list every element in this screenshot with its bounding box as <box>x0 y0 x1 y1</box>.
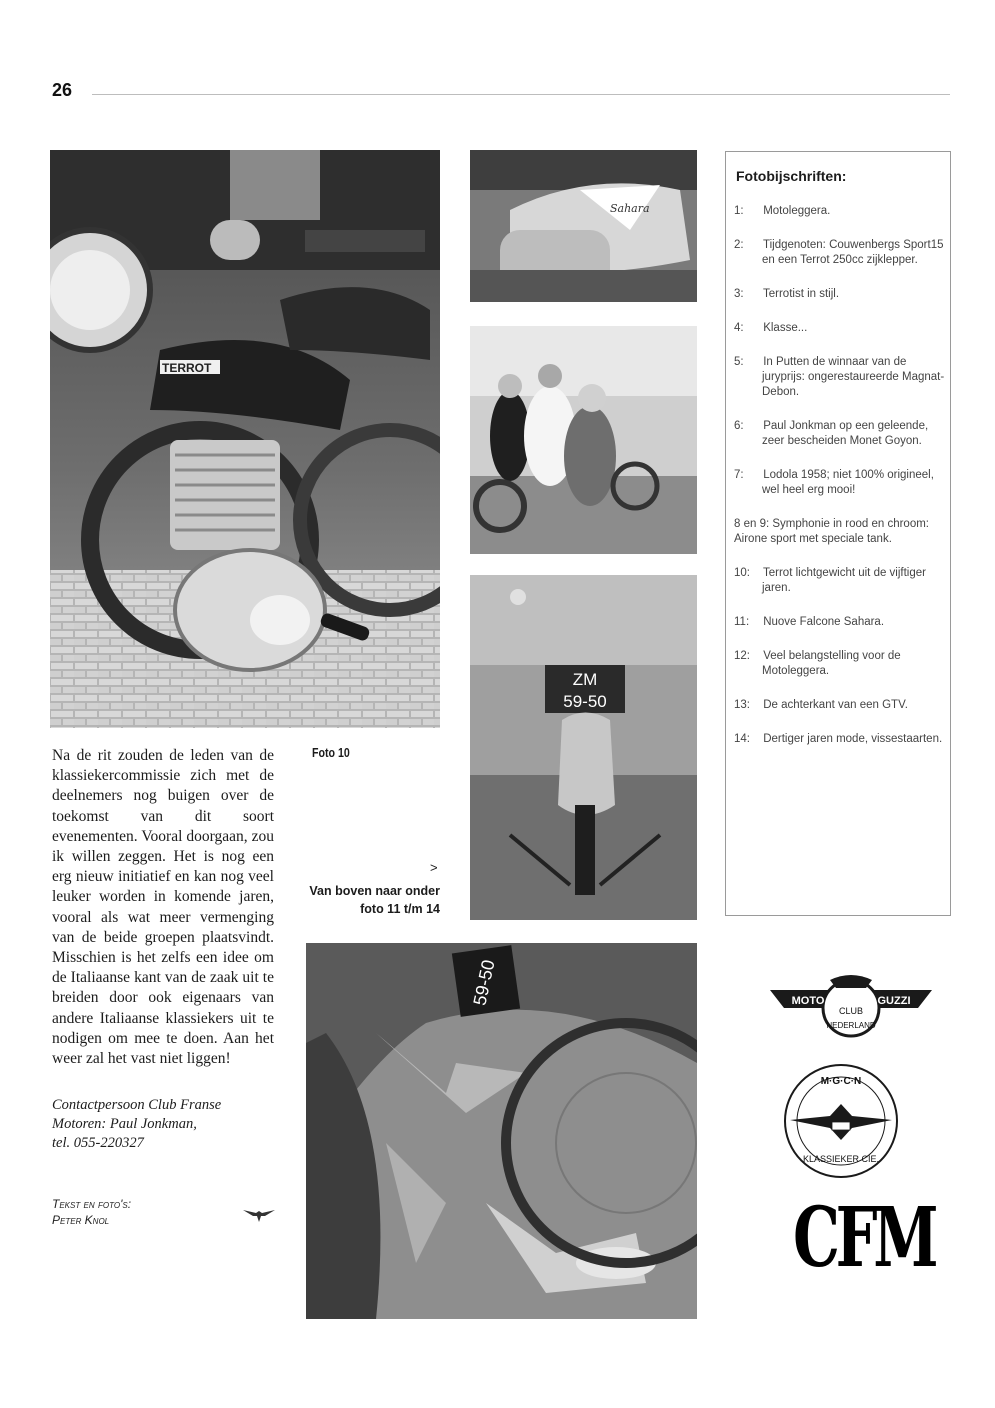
caption-number: 10: <box>734 567 750 579</box>
caption-item <box>734 566 946 596</box>
caption-number: 6: <box>734 420 744 432</box>
caption-text: Dertiger jaren mode, vissestaarten. <box>763 733 943 745</box>
mgcn-klassieker-logo <box>782 1062 900 1180</box>
caption-item <box>734 419 946 449</box>
arrow-right-icon: > <box>430 860 438 875</box>
caption-number: 11: <box>734 616 750 628</box>
credits-line-2: Peter Knol <box>52 1213 110 1227</box>
caption-number: 3: <box>734 288 744 300</box>
caption-number: 12: <box>734 650 750 662</box>
caption-text: Tijdgenoten: Couwenbergs Sport15 en een Terrot 250cc zijklepper. <box>762 239 944 266</box>
eagle-icon <box>243 1207 275 1223</box>
caption-item <box>734 698 946 713</box>
rear-plate-line2: 59-50 <box>563 692 607 711</box>
caption-number: 7: <box>734 469 744 481</box>
caption-text: Terrot lichtgewicht uit de vijftiger jaren. <box>762 567 926 594</box>
caption-number: 1: <box>734 205 744 217</box>
credits-line-1: Tekst en foto's: <box>52 1197 132 1211</box>
guzzi-right-text: GUZZI <box>877 995 911 1007</box>
caption-text: Lodola 1958; niet 100% origineel, wel heel erg mooi! <box>762 469 934 496</box>
contact-line-2: Motoren: Paul Jonkman, <box>52 1116 197 1132</box>
caption-item <box>734 732 946 747</box>
caption-item <box>734 238 946 268</box>
caption-text: Terrotist in stijl. <box>763 288 840 300</box>
photo-order-line-2: foto 11 t/m 14 <box>360 902 440 916</box>
caption-text: Klasse... <box>763 322 808 334</box>
page-number: 26 <box>52 80 73 100</box>
article-paragraph: Na de rit zouden de leden van de klassiekercommissie zich met de deelnemers nog buigen over de toekomst van dit soort evenementen. Vooral doorgaan, zou ik willen zeggen. Het is nog een erg nieuw initiatief en kan nog veel leuker worden in komende jaren, vooral als wat meer vermenging van de beide groepen plaatsvindt. Misschien is het zelfs een idee om de Italiaanse kant van de zaak uit te breiden door ook eigenaars van andere Italiaanse klassiekers uit te nodigen om mee te doen. Aan het weer zal het vast niet liggen! <box>52 747 274 1068</box>
caption-text: De achterkant van een GTV. <box>763 699 908 711</box>
credits-block <box>52 1196 252 1228</box>
foto10-label: Foto 10 <box>312 746 350 760</box>
contact-line-3: tel. 055-220327 <box>52 1135 144 1151</box>
caption-text: In Putten de winnaar van de juryprijs: ongerestaureerde Magnat-Debon. <box>762 356 945 398</box>
tank-brand-text: TERROT <box>162 361 212 375</box>
main-motorcycle-photo <box>50 150 440 728</box>
moto-guzzi-club-logo <box>770 968 932 1046</box>
caption-item <box>734 468 946 498</box>
sahara-badge-text: Sahara <box>610 202 650 215</box>
guzzi-left-text: MOTO <box>791 995 825 1007</box>
caption-text: Veel belangstelling voor de Motoleggera. <box>762 650 901 677</box>
caption-item <box>734 321 946 336</box>
captions-title: Fotobijschriften: <box>736 168 847 184</box>
caption-number: 13: <box>734 699 750 711</box>
cfm-logo: CFM <box>793 1190 935 1286</box>
caption-item <box>734 517 946 547</box>
caption-number: 8 en 9: <box>734 518 770 530</box>
contact-block <box>52 1096 282 1153</box>
caption-number: 5: <box>734 356 744 368</box>
guzzi-club-text: CLUB <box>838 1006 864 1016</box>
caption-item <box>734 649 946 679</box>
captions-box <box>725 151 951 916</box>
fender-fishtail-photo <box>306 943 697 1319</box>
rear-plate-line1: ZM <box>572 670 598 689</box>
caption-item <box>734 355 946 400</box>
contact-line-1: Contactpersoon Club Franse <box>52 1097 222 1113</box>
caption-text: Paul Jonkman op een geleende, zeer bescheiden Monet Goyon. <box>762 420 929 447</box>
guzzi-country-text: NEDERLAND <box>826 1021 876 1030</box>
caption-text: Symphonie in rood en chroom: Airone sport met speciale tank. <box>734 518 929 545</box>
caption-item <box>734 287 946 302</box>
caption-item <box>734 204 946 219</box>
photo-order-label <box>290 882 440 918</box>
group-photo <box>470 326 697 554</box>
caption-text: Motoleggera. <box>763 205 831 217</box>
klassieker-top-text: M·G·C·N <box>820 1076 862 1087</box>
caption-number: 4: <box>734 322 744 334</box>
caption-item <box>734 615 946 630</box>
caption-text: Nuove Falcone Sahara. <box>763 616 885 628</box>
header-rule <box>92 94 950 95</box>
photo-order-line-1: Van boven naar onder <box>309 884 440 898</box>
klassieker-bottom-text: KLASSIEKER CIE. <box>802 1154 880 1164</box>
captions-list <box>734 204 946 766</box>
sahara-tank-photo <box>470 150 697 302</box>
rear-view-photo <box>470 575 697 920</box>
caption-number: 14: <box>734 733 750 745</box>
caption-number: 2: <box>734 239 744 251</box>
fender-plate-text: 59-50 <box>469 957 499 1008</box>
